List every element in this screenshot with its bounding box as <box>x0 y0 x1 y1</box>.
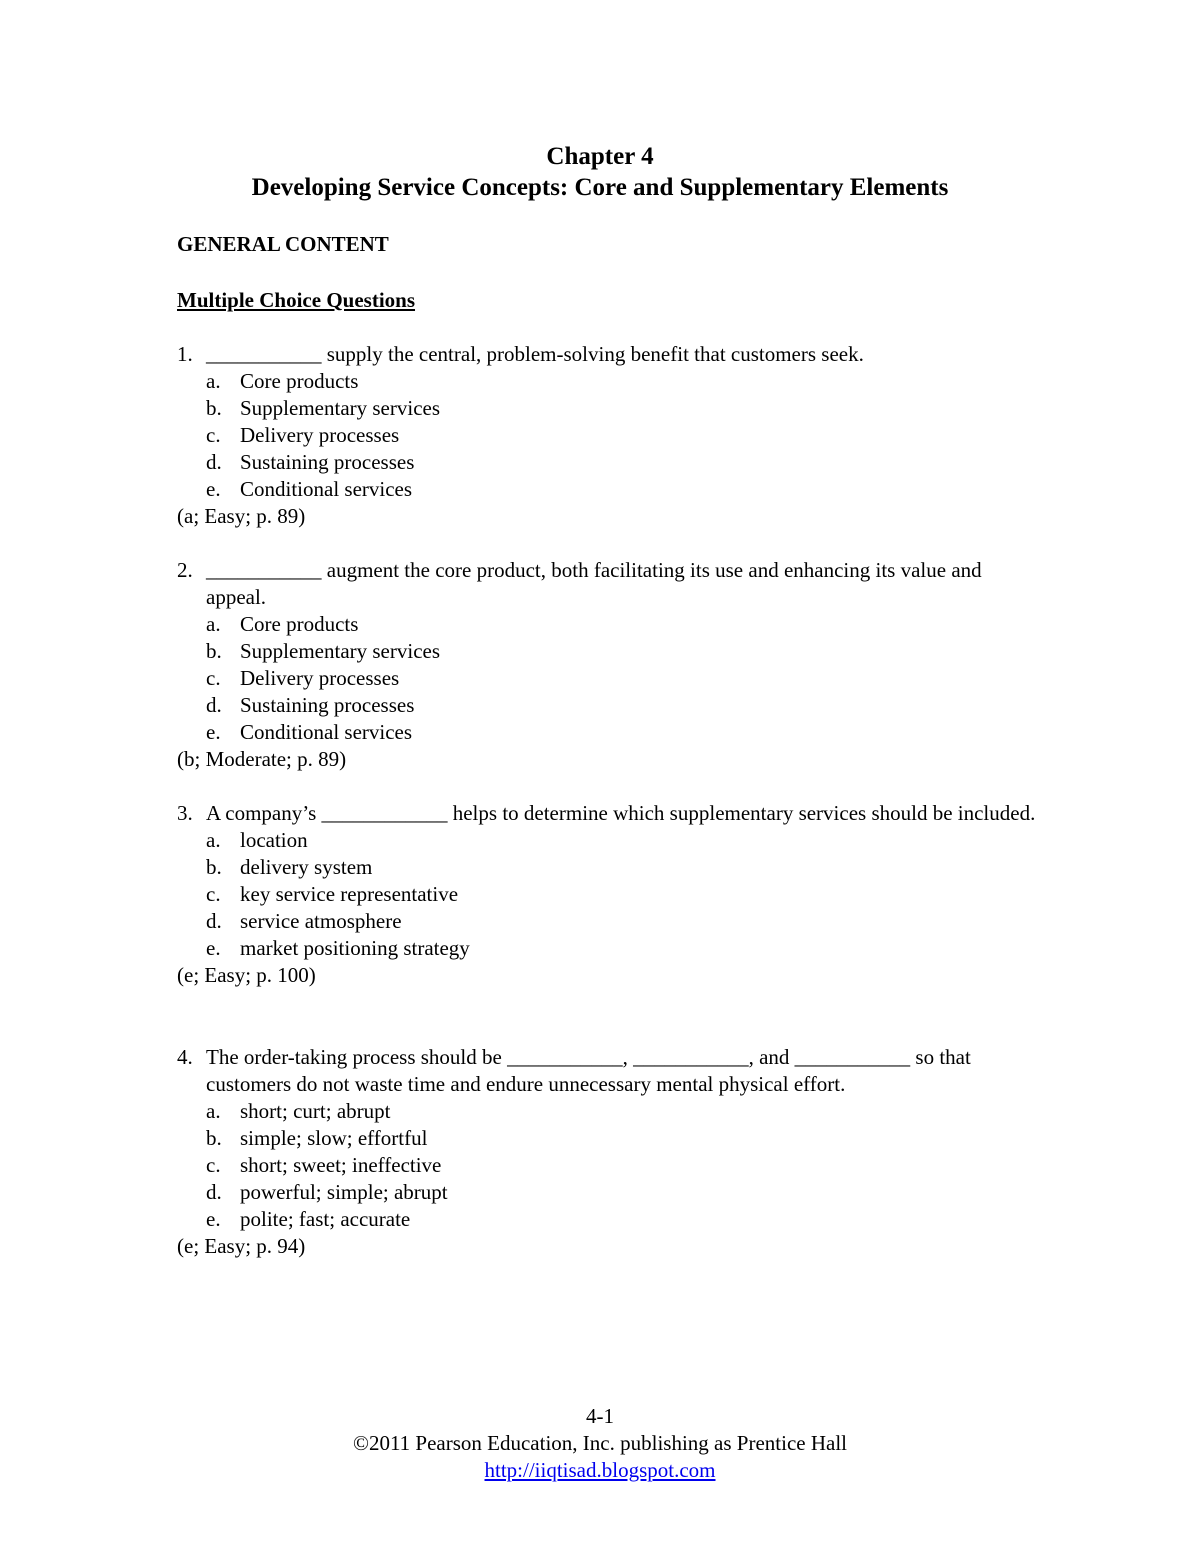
option-text: polite; fast; accurate <box>240 1207 411 1231</box>
option-text: Supplementary services <box>240 396 441 420</box>
question-4 <box>177 1044 1037 1260</box>
option-text: market positioning strategy <box>240 936 470 960</box>
question-stem <box>177 557 1037 611</box>
question-stem <box>177 800 1037 827</box>
option-letter: c. <box>206 882 221 906</box>
option-text: delivery system <box>240 855 373 879</box>
option-text: Sustaining processes <box>240 450 415 474</box>
option-text: Conditional services <box>240 477 413 501</box>
option-b <box>177 638 1037 665</box>
question-3 <box>177 800 1037 989</box>
option-letter: c. <box>206 666 221 690</box>
option-text: short; curt; abrupt <box>240 1099 391 1123</box>
option-c <box>177 665 1037 692</box>
option-letter: b. <box>206 396 222 420</box>
option-list <box>177 827 1037 962</box>
option-text: Delivery processes <box>240 666 400 690</box>
question-stem <box>177 1044 1037 1098</box>
page-footer <box>0 1403 1200 1484</box>
option-e <box>177 935 1037 962</box>
option-text: key service representative <box>240 882 459 906</box>
answer-metadata: (b; Moderate; p. 89) <box>177 747 347 771</box>
option-text: location <box>240 828 308 852</box>
option-b <box>177 1125 1037 1152</box>
option-letter: b. <box>206 1126 222 1150</box>
option-letter: a. <box>206 369 221 393</box>
option-c <box>177 881 1037 908</box>
option-letter: d. <box>206 909 222 933</box>
chapter-title: Developing Service Concepts: Core and Supplementary Elements <box>251 174 949 201</box>
subsection-heading: Multiple Choice Questions <box>177 288 416 312</box>
option-letter: b. <box>206 639 222 663</box>
page-number: 4-1 <box>586 1404 614 1428</box>
answer-metadata: (a; Easy; p. 89) <box>177 504 306 528</box>
question-text: ___________ supply the central, problem-solving benefit that customers seek. <box>206 342 864 366</box>
option-d <box>177 692 1037 719</box>
option-text: short; sweet; ineffective <box>240 1153 442 1177</box>
option-e <box>177 1206 1037 1233</box>
question-text: A company’s ____________ helps to determine which supplementary services should be included. <box>206 801 1036 825</box>
option-letter: d. <box>206 1180 222 1204</box>
option-b <box>177 854 1037 881</box>
option-letter: e. <box>206 1207 221 1231</box>
option-list <box>177 611 1037 746</box>
option-text: powerful; simple; abrupt <box>240 1180 448 1204</box>
option-d <box>177 449 1037 476</box>
option-a <box>177 611 1037 638</box>
section-heading: GENERAL CONTENT <box>177 232 389 256</box>
answer-metadata: (e; Easy; p. 94) <box>177 1234 306 1258</box>
question-2 <box>177 557 1037 773</box>
question-number: 3. <box>177 801 193 825</box>
option-text: Sustaining processes <box>240 693 415 717</box>
option-text: Core products <box>240 369 359 393</box>
option-letter: a. <box>206 1099 221 1123</box>
question-number: 1. <box>177 342 193 366</box>
option-e <box>177 719 1037 746</box>
option-text: service atmosphere <box>240 909 402 933</box>
option-b <box>177 395 1037 422</box>
option-a <box>177 368 1037 395</box>
question-number: 4. <box>177 1045 193 1069</box>
option-d <box>177 908 1037 935</box>
option-text: Core products <box>240 612 359 636</box>
question-1 <box>177 341 1037 530</box>
option-text: simple; slow; effortful <box>240 1126 428 1150</box>
option-a <box>177 1098 1037 1125</box>
option-letter: d. <box>206 693 222 717</box>
question-text: ___________ augment the core product, both facilitating its use and enhancing its value and appeal. <box>206 558 982 609</box>
option-text: Supplementary services <box>240 639 441 663</box>
option-letter: e. <box>206 477 221 501</box>
option-letter: e. <box>206 720 221 744</box>
chapter-header <box>0 141 1200 203</box>
question-stem <box>177 341 1037 368</box>
question-text: The order-taking process should be ___________, ___________, and ___________ so that customers do not waste time and endure unnecessary mental physical effort. <box>206 1045 971 1096</box>
copyright-notice: ©2011 Pearson Education, Inc. publishing as Prentice Hall <box>353 1431 847 1455</box>
option-d <box>177 1179 1037 1206</box>
chapter-number: Chapter 4 <box>546 143 654 170</box>
option-c <box>177 422 1037 449</box>
footer-link[interactable]: http://iiqtisad.blogspot.com <box>484 1458 716 1482</box>
option-c <box>177 1152 1037 1179</box>
option-letter: b. <box>206 855 222 879</box>
option-text: Delivery processes <box>240 423 400 447</box>
option-a <box>177 827 1037 854</box>
option-letter: d. <box>206 450 222 474</box>
option-letter: e. <box>206 936 221 960</box>
answer-metadata: (e; Easy; p. 100) <box>177 963 316 987</box>
option-list <box>177 1098 1037 1233</box>
option-e <box>177 476 1037 503</box>
question-number: 2. <box>177 558 193 582</box>
option-list <box>177 368 1037 503</box>
option-letter: a. <box>206 612 221 636</box>
option-letter: c. <box>206 423 221 447</box>
option-text: Conditional services <box>240 720 413 744</box>
option-letter: c. <box>206 1153 221 1177</box>
option-letter: a. <box>206 828 221 852</box>
